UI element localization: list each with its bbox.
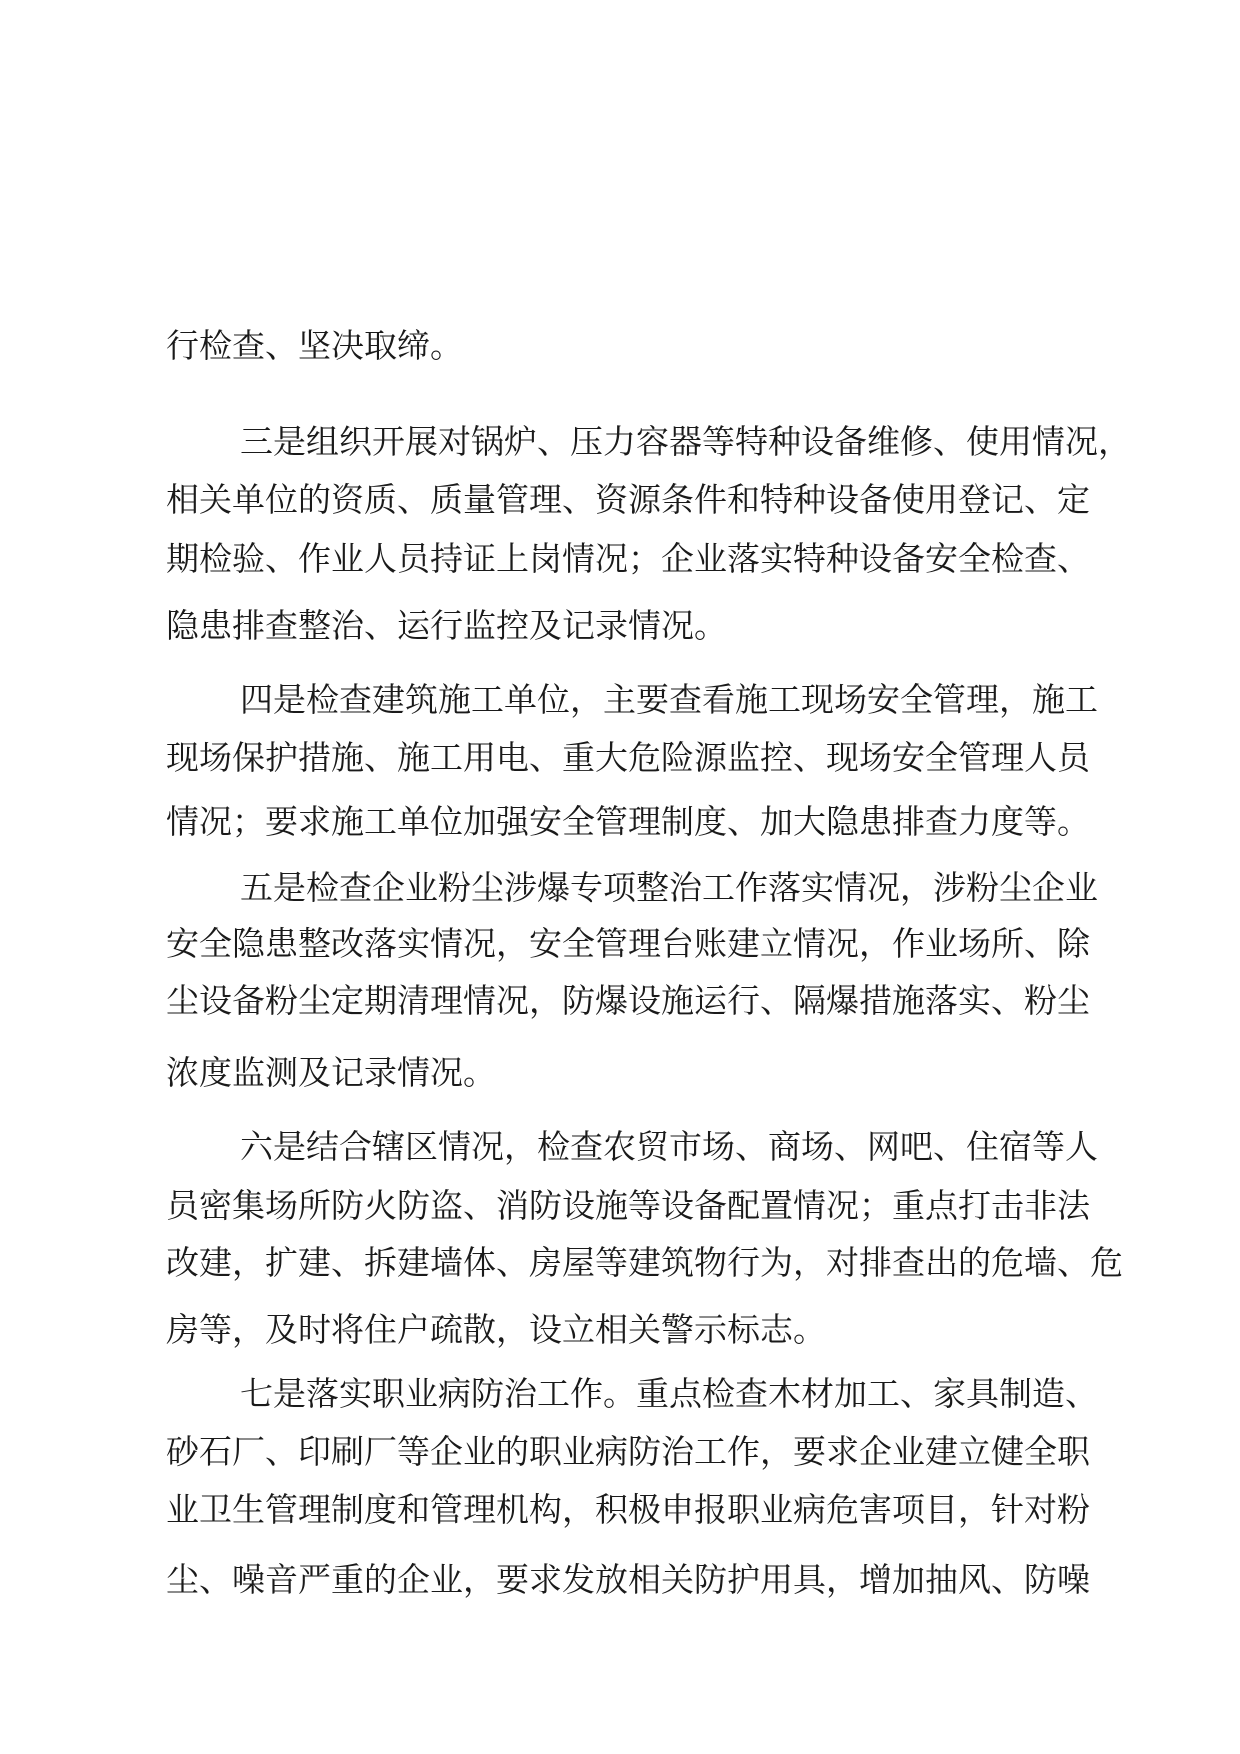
paragraph-3-line: 隐患排查整治、运行监控及记录情况。 bbox=[166, 606, 727, 645]
paragraph-7-line: 尘、噪音严重的企业，要求发放相关防护用具，增加抽风、防噪 bbox=[166, 1560, 1090, 1599]
paragraph-6-line: 员密集场所防火防盗、消防设施等设备配置情况；重点打击非法 bbox=[166, 1186, 1090, 1225]
paragraph-6-line: 改建，扩建、拆建墙体、房屋等建筑物行为，对排查出的危墙、危 bbox=[166, 1243, 1123, 1282]
paragraph-6-line: 房等，及时将住户疏散，设立相关警示标志。 bbox=[166, 1310, 826, 1349]
paragraph-7-line: 七是落实职业病防治工作。重点检查木材加工、家具制造、 bbox=[240, 1374, 1098, 1413]
paragraph-4-line: 四是检查建筑施工单位，主要查看施工现场安全管理，施工 bbox=[240, 680, 1098, 719]
paragraph-7-line: 业卫生管理制度和管理机构，积极申报职业病危害项目，针对粉 bbox=[166, 1490, 1090, 1529]
paragraph-4-line: 现场保护措施、施工用电、重大危险源监控、现场安全管理人员 bbox=[166, 738, 1090, 777]
paragraph-3-line: 三是组织开展对锅炉、压力容器等特种设备维修、使用情况， bbox=[240, 422, 1131, 461]
paragraph-7-line: 砂石厂、印刷厂等企业的职业病防治工作，要求企业建立健全职 bbox=[166, 1432, 1090, 1471]
paragraph-5-line: 浓度监测及记录情况。 bbox=[166, 1053, 496, 1092]
paragraph-5-line: 尘设备粉尘定期清理情况，防爆设施运行、隔爆措施落实、粉尘 bbox=[166, 981, 1090, 1020]
paragraph-5-line: 五是检查企业粉尘涉爆专项整治工作落实情况，涉粉尘企业 bbox=[240, 868, 1098, 907]
paragraph-6-line: 六是结合辖区情况，检查农贸市场、商场、网吧、住宿等人 bbox=[240, 1127, 1098, 1166]
text-line: 行检查、坚决取缔。 bbox=[166, 326, 463, 365]
paragraph-5-line: 安全隐患整改落实情况，安全管理台账建立情况，作业场所、除 bbox=[166, 924, 1090, 963]
paragraph-3-line: 相关单位的资质、质量管理、资源条件和特种设备使用登记、定 bbox=[166, 480, 1090, 519]
paragraph-3-line: 期检验、作业人员持证上岗情况；企业落实特种设备安全检查、 bbox=[166, 539, 1090, 578]
paragraph-4-line: 情况；要求施工单位加强安全管理制度、加大隐患排查力度等。 bbox=[166, 802, 1090, 841]
